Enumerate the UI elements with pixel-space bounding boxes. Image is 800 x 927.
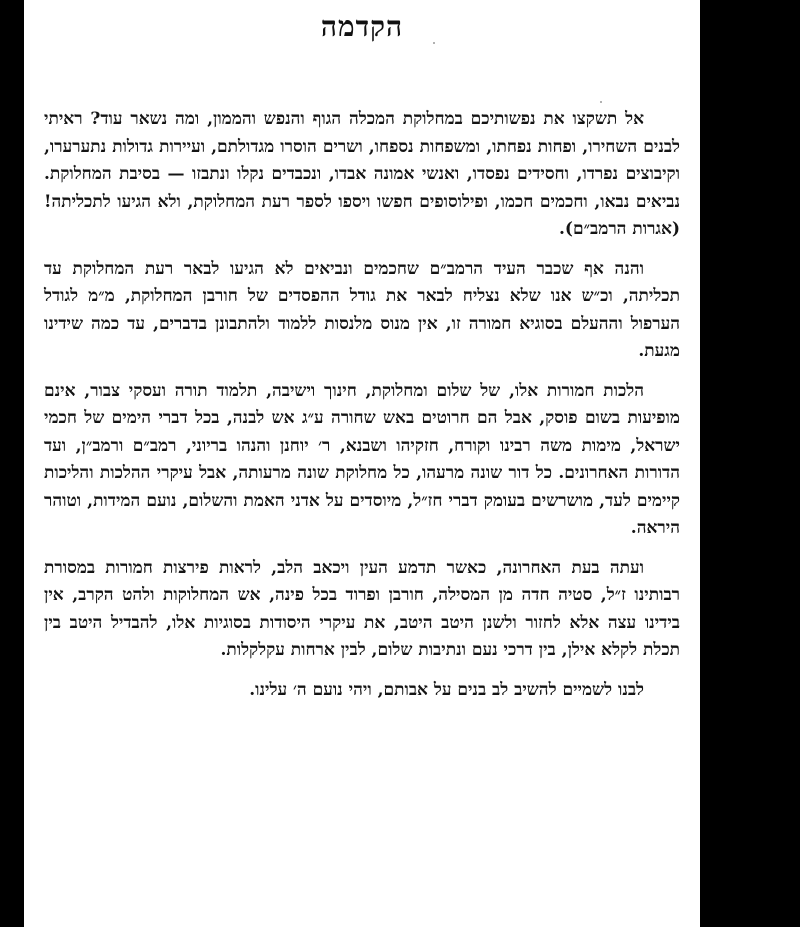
body-text — [44, 106, 680, 716]
scan-speck — [600, 101, 602, 103]
page-title: הקדמה — [320, 10, 404, 43]
document-page — [24, 0, 700, 927]
closing-line: לבנו לשמיים להשיב לב בנים על אבותם, ויהי נועם ה׳ עלינו. — [249, 679, 644, 700]
paragraph-4: ועתה בעת האחרונה, כאשר תדמע העין ויכאב הלב, לראות פירצות חמורות במסורת רבותינו ז״ל, סטיה חדה מן המסילה, חורבן ופרוד בכל פינה, אש המחלוקות ולהט הקרב, אין בידינו עצה אלא לחזור ולשנן היטב היטב, את עיקרי היסודות בסוגיות אלו, להבדיל היטב בין תכלת לקלא אילן, בין דרכי נעם ונתיבות שלום, לבין ארחות עקלקלות. — [44, 557, 680, 660]
scan-speck — [433, 42, 435, 44]
paragraph-3: הלכות חמורות אלו, של שלום ומחלוקת, חינוך וישיבה, תלמוד תורה ועסקי צבור, אינם מופיעות בשום פוסק, אבל הם חרוטים באש שחורה ע״ג אש לבנה, בכל דברי הימים של חכמי ישראל, מימות משה רבינו וקורח, חזקיהו ושבנא, ר׳ יוחנן והנהו בריוני, רמב״ם ורמב״ן, ועד הדורות האחרונים. כל דור שונה מרעהו, כל מחלוקת שונה מרעותה, אבל עיקרי ההלכות והליכות קיימים לעד, מושרשים בעומק דברי חז״ל, מיוסדים על אדני האמת והשלום, נועם המידות, וטוהר היראה. — [44, 380, 680, 538]
paragraph-2: והנה אף שכבר העיד הרמב״ם שחכמים ונביאים לא הגיעו לבאר רעת המחלוקת עד תכליתה, וכ״ש אנו שלא נצליח לבאר את גודל ההפסדים של חורבן המחלוקת, מ״מ לגודל הערפול וההעלם בסוגיא חמורה זו, אין מנוס מלנסות ללמוד ולהתבונן בדברים, עד כמה שידינו מגעת. — [44, 258, 680, 361]
paragraph-1: אל תשקצו את נפשותיכם במחלוקת המכלה הגוף והנפש והממון, ומה נשאר עוד? ראיתי לבנים השחירו, ופחות נפחתו, ומשפחות נספחו, ושרים הוסרו מגדולתם, ועיירות גדולות נתערערו, וקיבוצים נפרדו, וחסידים נפסדו, ואנשי אמונה אבדו, ונכבדים נקלו ונתבזו — בסיבת המחלוקת. נביאים נבאו, וחכמים חכמו, ופילוסופים חפשו ויספו לספר רעת המחלוקת, ולא הגיעו לתכליתה! (אגרות הרמב״ם). — [44, 109, 680, 239]
